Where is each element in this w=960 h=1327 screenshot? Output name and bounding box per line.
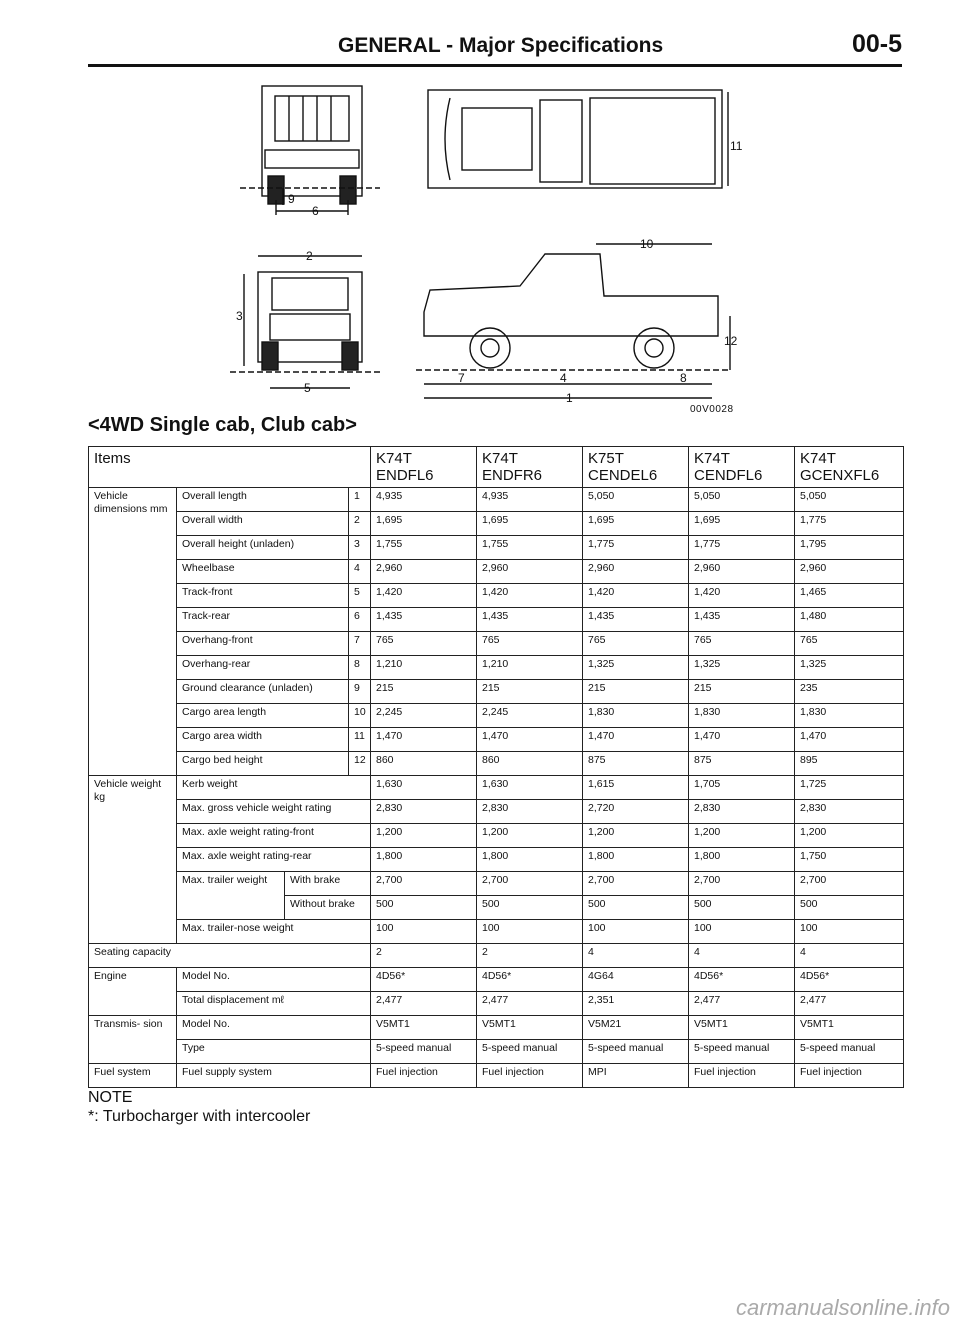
value-cell: 1,210 xyxy=(477,656,583,680)
table-row xyxy=(89,968,904,992)
value-cell: 4,935 xyxy=(477,488,583,512)
item-number: 12 xyxy=(349,752,371,776)
value-cell: 1,420 xyxy=(371,584,477,608)
model-header: K75T CENDEL6 xyxy=(583,447,689,488)
table-row xyxy=(89,776,904,800)
value-cell: 5,050 xyxy=(583,488,689,512)
value-cell: 5,050 xyxy=(795,488,904,512)
value-cell: 4 xyxy=(689,944,795,968)
table-row xyxy=(89,584,904,608)
value-cell: 1,695 xyxy=(689,512,795,536)
table-row xyxy=(89,848,904,872)
section-title: <4WD Single cab, Club cab> xyxy=(88,414,357,436)
value-cell: 1,420 xyxy=(689,584,795,608)
table-row xyxy=(89,728,904,752)
table-header-row xyxy=(89,447,904,488)
value-cell: 1,470 xyxy=(477,728,583,752)
item-label: Max. trailer weight xyxy=(177,872,285,920)
group-label: Transmis- sion xyxy=(89,1016,177,1064)
value-cell: 5-speed manual xyxy=(477,1040,583,1064)
value-cell: 2 xyxy=(371,944,477,968)
value-cell: 1,470 xyxy=(371,728,477,752)
value-cell: 1,435 xyxy=(371,608,477,632)
table-row xyxy=(89,944,904,968)
dim-label-7: 7 xyxy=(458,371,465,385)
vehicle-dimension-diagram xyxy=(0,0,960,420)
items-header: Items xyxy=(89,447,371,488)
value-cell: 4D56* xyxy=(371,968,477,992)
value-cell: 2,960 xyxy=(477,560,583,584)
item-number: 6 xyxy=(349,608,371,632)
value-cell: 2,960 xyxy=(795,560,904,584)
value-cell: 1,470 xyxy=(689,728,795,752)
item-number: 4 xyxy=(349,560,371,584)
value-cell: 2,477 xyxy=(689,992,795,1016)
value-cell: 1,200 xyxy=(371,824,477,848)
item-number: 5 xyxy=(349,584,371,608)
value-cell: 2,700 xyxy=(689,872,795,896)
item-label: Overall length xyxy=(177,488,349,512)
value-cell: 1,615 xyxy=(583,776,689,800)
value-cell: 100 xyxy=(477,920,583,944)
value-cell: 2,245 xyxy=(371,704,477,728)
dim-label-9: 9 xyxy=(288,192,295,206)
top-view-truck xyxy=(428,90,722,188)
table-row xyxy=(89,752,904,776)
note-text: *: Turbocharger with intercooler xyxy=(88,1108,311,1125)
value-cell: 1,800 xyxy=(371,848,477,872)
item-number: 9 xyxy=(349,680,371,704)
item-number: 10 xyxy=(349,704,371,728)
value-cell: 215 xyxy=(371,680,477,704)
value-cell: V5M21 xyxy=(583,1016,689,1040)
dim-label-6: 6 xyxy=(312,204,319,218)
value-cell: 2,477 xyxy=(371,992,477,1016)
note-heading: NOTE xyxy=(88,1089,133,1106)
model-header: K74T CENDFL6 xyxy=(689,447,795,488)
value-cell: 1,750 xyxy=(795,848,904,872)
dim-label-10: 10 xyxy=(640,237,654,251)
item-label: Max. axle weight rating-front xyxy=(177,824,371,848)
value-cell: 4 xyxy=(583,944,689,968)
value-cell: 1,800 xyxy=(689,848,795,872)
model-header: K74T ENDFL6 xyxy=(371,447,477,488)
table-row xyxy=(89,1040,904,1064)
dim-label-5: 5 xyxy=(304,381,311,395)
value-cell: 235 xyxy=(795,680,904,704)
item-label: Track-rear xyxy=(177,608,349,632)
value-cell: 1,200 xyxy=(795,824,904,848)
item-number: 8 xyxy=(349,656,371,680)
table-row xyxy=(89,1016,904,1040)
item-label: Model No. xyxy=(177,968,371,992)
value-cell: 765 xyxy=(477,632,583,656)
value-cell: 500 xyxy=(371,896,477,920)
value-cell: 500 xyxy=(689,896,795,920)
value-cell: 1,210 xyxy=(371,656,477,680)
item-label: Cargo area length xyxy=(177,704,349,728)
value-cell: 1,630 xyxy=(371,776,477,800)
page-title: GENERAL - Major Specifications xyxy=(338,34,664,57)
item-label: Track-front xyxy=(177,584,349,608)
value-cell: 500 xyxy=(583,896,689,920)
value-cell: V5MT1 xyxy=(689,1016,795,1040)
value-cell: Fuel injection xyxy=(795,1064,904,1088)
value-cell: 2,700 xyxy=(795,872,904,896)
value-cell: 215 xyxy=(477,680,583,704)
value-cell: 1,800 xyxy=(583,848,689,872)
value-cell: 1,775 xyxy=(795,512,904,536)
value-cell: 100 xyxy=(371,920,477,944)
value-cell: V5MT1 xyxy=(795,1016,904,1040)
value-cell: 2,830 xyxy=(477,800,583,824)
value-cell: 2,477 xyxy=(477,992,583,1016)
group-label: Vehicle dimensions mm xyxy=(89,488,177,776)
table-row xyxy=(89,632,904,656)
value-cell: 1,200 xyxy=(583,824,689,848)
model-header: K74T GCENXFL6 xyxy=(795,447,904,488)
value-cell: 1,725 xyxy=(795,776,904,800)
value-cell: 875 xyxy=(583,752,689,776)
value-cell: 5,050 xyxy=(689,488,795,512)
dim-label-11: 11 xyxy=(730,139,743,153)
value-cell: 1,200 xyxy=(477,824,583,848)
value-cell: 1,325 xyxy=(689,656,795,680)
value-cell: V5MT1 xyxy=(477,1016,583,1040)
group-label: Seating capacity xyxy=(89,944,371,968)
value-cell: 895 xyxy=(795,752,904,776)
value-cell: 1,465 xyxy=(795,584,904,608)
dim-label-3: 3 xyxy=(236,309,243,323)
item-label: Overall width xyxy=(177,512,349,536)
value-cell: 1,830 xyxy=(795,704,904,728)
value-cell: 2,245 xyxy=(477,704,583,728)
value-cell: 1,755 xyxy=(371,536,477,560)
value-cell: 765 xyxy=(689,632,795,656)
value-cell: 4 xyxy=(795,944,904,968)
figure-code: 00V0028 xyxy=(690,404,734,415)
value-cell: Fuel injection xyxy=(477,1064,583,1088)
value-cell: 4G64 xyxy=(583,968,689,992)
value-cell: 5-speed manual xyxy=(795,1040,904,1064)
value-cell: 5-speed manual xyxy=(371,1040,477,1064)
value-cell: MPI xyxy=(583,1064,689,1088)
value-cell: 2 xyxy=(477,944,583,968)
value-cell: 2,830 xyxy=(795,800,904,824)
value-cell: 2,960 xyxy=(583,560,689,584)
item-label: Max. gross vehicle weight rating xyxy=(177,800,371,824)
value-cell: Fuel injection xyxy=(689,1064,795,1088)
value-cell: 500 xyxy=(477,896,583,920)
value-cell: 5-speed manual xyxy=(689,1040,795,1064)
value-cell: 1,435 xyxy=(583,608,689,632)
dim-label-1: 1 xyxy=(566,391,573,405)
value-cell: 1,830 xyxy=(583,704,689,728)
item-sub-label: With brake xyxy=(285,872,371,896)
item-label: Max. axle weight rating-rear xyxy=(177,848,371,872)
value-cell: 100 xyxy=(795,920,904,944)
item-label: Fuel supply system xyxy=(177,1064,371,1088)
value-cell: 1,830 xyxy=(689,704,795,728)
table-row xyxy=(89,992,904,1016)
group-label: Fuel system xyxy=(89,1064,177,1088)
table-row xyxy=(89,1064,904,1088)
table-row xyxy=(89,824,904,848)
value-cell: 1,325 xyxy=(583,656,689,680)
value-cell: 4D56* xyxy=(689,968,795,992)
item-label: Wheelbase xyxy=(177,560,349,584)
value-cell: 1,470 xyxy=(583,728,689,752)
value-cell: 765 xyxy=(583,632,689,656)
value-cell: 500 xyxy=(795,896,904,920)
dim-label-4: 4 xyxy=(560,371,567,385)
value-cell: 765 xyxy=(795,632,904,656)
value-cell: 875 xyxy=(689,752,795,776)
value-cell: 2,960 xyxy=(689,560,795,584)
table-row xyxy=(89,872,904,896)
item-label: Total displacement mℓ xyxy=(177,992,371,1016)
value-cell: 2,720 xyxy=(583,800,689,824)
value-cell: 1,795 xyxy=(795,536,904,560)
value-cell: 5-speed manual xyxy=(583,1040,689,1064)
table-row xyxy=(89,920,904,944)
value-cell: 1,630 xyxy=(477,776,583,800)
item-number: 11 xyxy=(349,728,371,752)
item-sub-label: Without brake xyxy=(285,896,371,920)
value-cell: 4D56* xyxy=(795,968,904,992)
page-number: 00-5 xyxy=(851,30,902,58)
item-label: Model No. xyxy=(177,1016,371,1040)
table-row xyxy=(89,680,904,704)
value-cell: 1,435 xyxy=(689,608,795,632)
value-cell: 1,695 xyxy=(583,512,689,536)
item-label: Overall height (unladen) xyxy=(177,536,349,560)
table-row xyxy=(89,512,904,536)
value-cell: 1,480 xyxy=(795,608,904,632)
value-cell: 1,705 xyxy=(689,776,795,800)
value-cell: 1,775 xyxy=(583,536,689,560)
value-cell: 215 xyxy=(689,680,795,704)
value-cell: 2,351 xyxy=(583,992,689,1016)
dim-label-8: 8 xyxy=(680,371,687,385)
item-label: Cargo bed height xyxy=(177,752,349,776)
item-label: Kerb weight xyxy=(177,776,371,800)
value-cell: 1,775 xyxy=(689,536,795,560)
item-label: Type xyxy=(177,1040,371,1064)
value-cell: 100 xyxy=(689,920,795,944)
table-row xyxy=(89,800,904,824)
model-header: K74T ENDFR6 xyxy=(477,447,583,488)
value-cell: 2,830 xyxy=(689,800,795,824)
item-number: 7 xyxy=(349,632,371,656)
table-row xyxy=(89,488,904,512)
dim-label-12: 12 xyxy=(724,334,738,348)
value-cell: 1,470 xyxy=(795,728,904,752)
value-cell: 1,435 xyxy=(477,608,583,632)
item-number: 2 xyxy=(349,512,371,536)
table-row xyxy=(89,536,904,560)
item-number: 3 xyxy=(349,536,371,560)
value-cell: 2,700 xyxy=(583,872,689,896)
table-row xyxy=(89,656,904,680)
item-number: 1 xyxy=(349,488,371,512)
group-label: Vehicle weight kg xyxy=(89,776,177,944)
group-label: Engine xyxy=(89,968,177,1016)
value-cell: 4,935 xyxy=(371,488,477,512)
value-cell: 2,700 xyxy=(371,872,477,896)
value-cell: 4D56* xyxy=(477,968,583,992)
value-cell: 765 xyxy=(371,632,477,656)
table-row xyxy=(89,560,904,584)
value-cell: 215 xyxy=(583,680,689,704)
table-row xyxy=(89,608,904,632)
item-label: Overhang-rear xyxy=(177,656,349,680)
value-cell: 1,800 xyxy=(477,848,583,872)
dim-label-2: 2 xyxy=(306,249,313,263)
value-cell: 2,700 xyxy=(477,872,583,896)
value-cell: V5MT1 xyxy=(371,1016,477,1040)
value-cell: 1,420 xyxy=(477,584,583,608)
value-cell: 2,960 xyxy=(371,560,477,584)
value-cell: 1,200 xyxy=(689,824,795,848)
value-cell: 100 xyxy=(583,920,689,944)
value-cell: Fuel injection xyxy=(371,1064,477,1088)
value-cell: 1,695 xyxy=(371,512,477,536)
item-label: Ground clearance (unladen) xyxy=(177,680,349,704)
value-cell: 1,755 xyxy=(477,536,583,560)
value-cell: 860 xyxy=(371,752,477,776)
value-cell: 1,325 xyxy=(795,656,904,680)
item-label: Max. trailer-nose weight xyxy=(177,920,371,944)
item-label: Cargo area width xyxy=(177,728,349,752)
value-cell: 860 xyxy=(477,752,583,776)
table-row xyxy=(89,704,904,728)
side-view-truck xyxy=(424,254,718,336)
value-cell: 1,695 xyxy=(477,512,583,536)
specifications-table xyxy=(88,446,904,1088)
item-label: Overhang-front xyxy=(177,632,349,656)
value-cell: 2,477 xyxy=(795,992,904,1016)
value-cell: 1,420 xyxy=(583,584,689,608)
watermark: carmanualsonline.info xyxy=(735,1295,950,1320)
value-cell: 2,830 xyxy=(371,800,477,824)
